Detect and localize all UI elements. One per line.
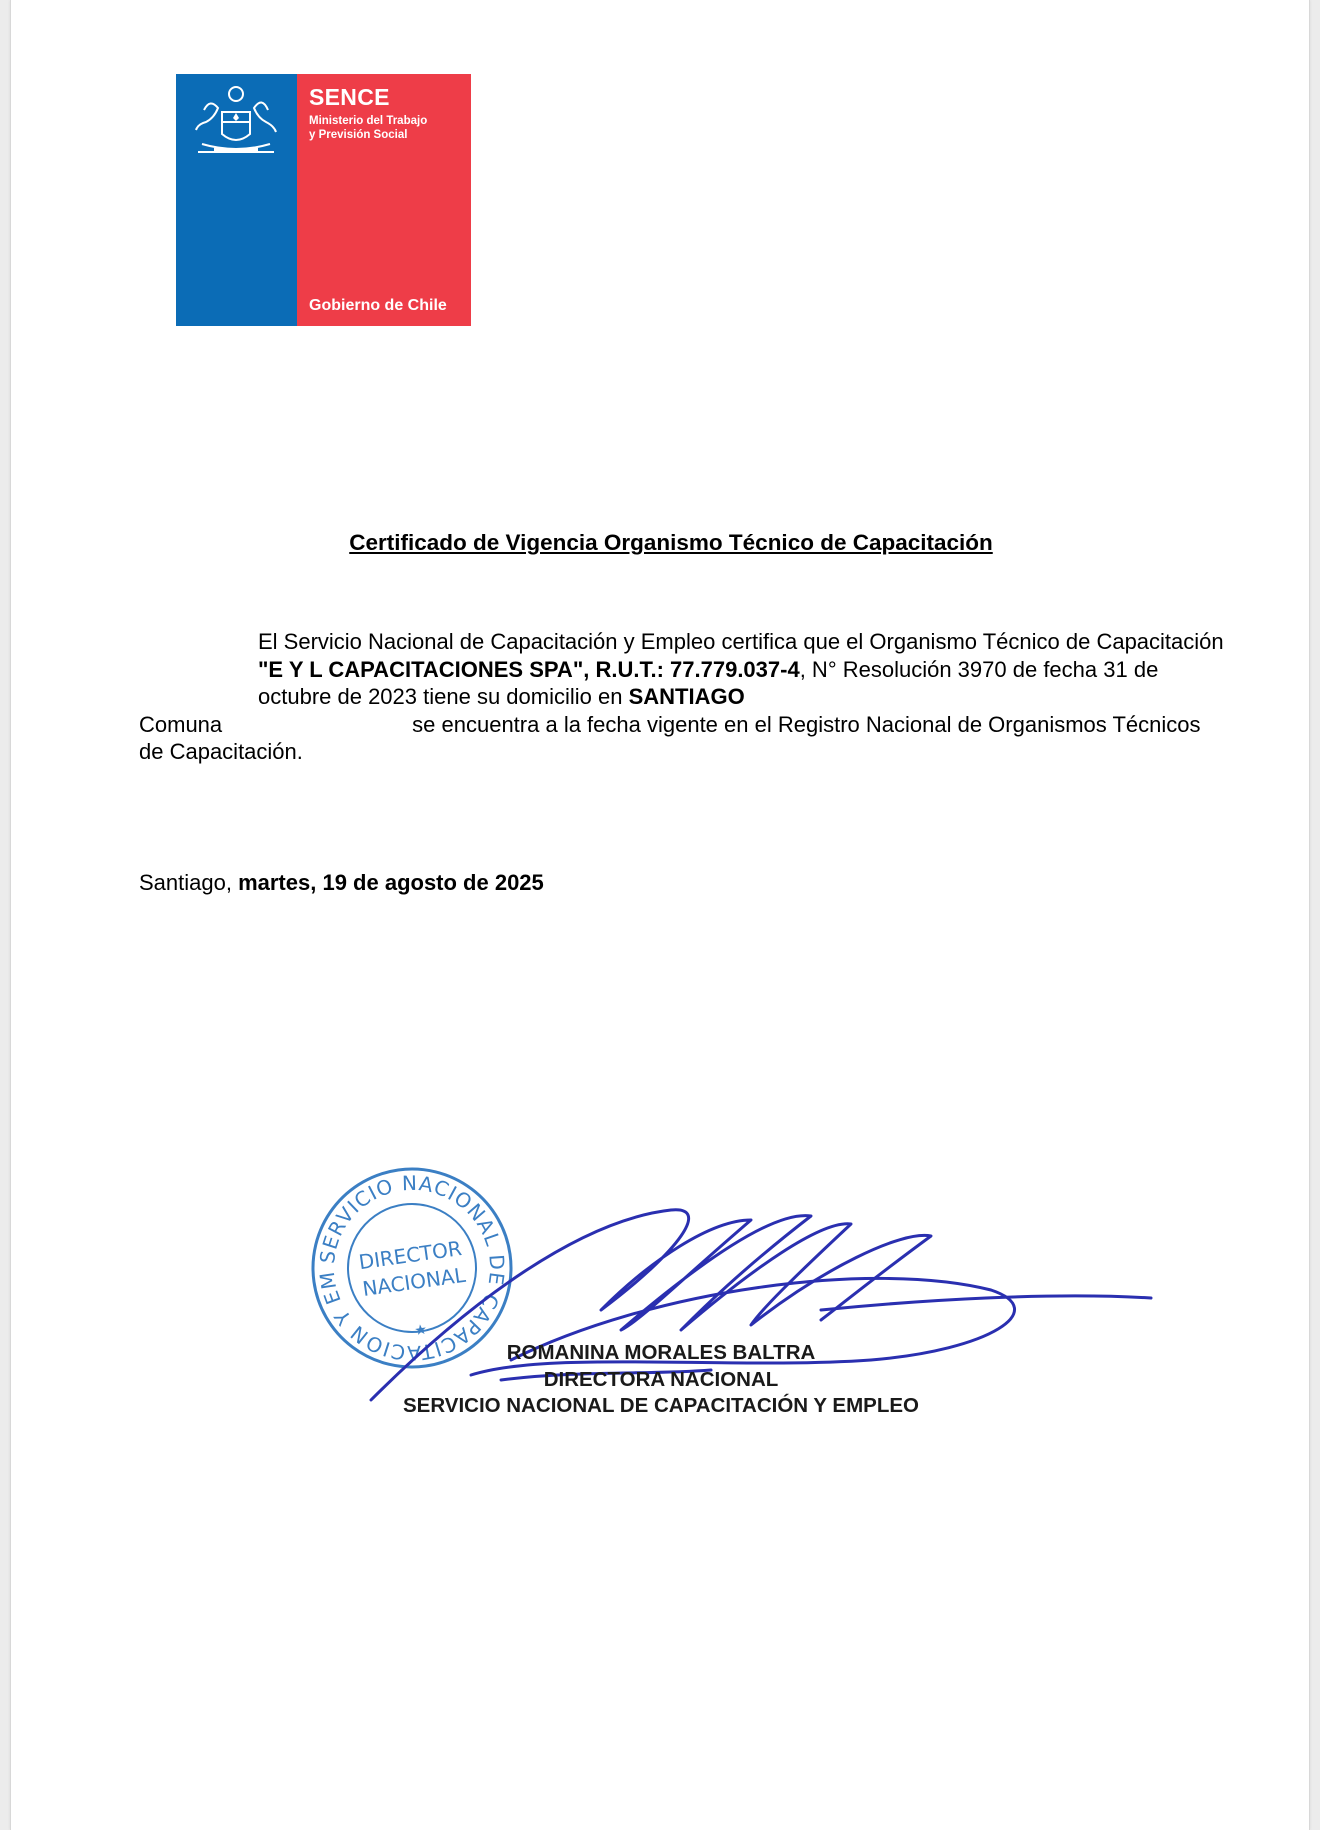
coat-of-arms-icon xyxy=(184,82,289,164)
certificate-title: Certificado de Vigencia Organismo Técnico de Capacitación xyxy=(349,530,993,555)
place: Santiago, xyxy=(139,870,239,895)
document-page xyxy=(10,0,1310,1830)
stamp-star-icon: ★ xyxy=(413,1321,429,1340)
date-line xyxy=(139,870,544,896)
stamp-center-line2: NACIONAL xyxy=(360,1262,467,1301)
certificate-body xyxy=(139,628,1224,766)
logo-blue-panel xyxy=(176,74,297,326)
issue-date: martes, 19 de agosto de 2025 xyxy=(238,870,544,895)
stamp-center-line1: DIRECTOR xyxy=(357,1236,464,1275)
signer-institution: SERVICIO NACIONAL DE CAPACITACIÓN Y EMPLEO xyxy=(403,1394,919,1417)
signer-block xyxy=(371,1340,951,1420)
domicile: SANTIAGO xyxy=(628,684,745,709)
signer-role: DIRECTORA NACIONAL xyxy=(543,1367,779,1391)
signer-name: ROMANINA MORALES BALTRA xyxy=(506,1341,816,1364)
body-resolution: , N° Resolución 3970 de fecha 31 de octubre de 2023 tiene su domicilio en xyxy=(258,656,1159,709)
logo-ministry xyxy=(309,114,469,142)
body-intro: El Servicio Nacional de Capacitación y Empleo certifica que el Organismo Técnico de Capacitación xyxy=(258,629,1224,654)
certificate-paragraph xyxy=(139,628,1224,711)
body-end: se encuentra a la fecha vigente en el Registro Nacional de Organismos Técnicos de Capacitación. xyxy=(139,711,1201,764)
logo-red-panel xyxy=(297,74,471,326)
stamp-ring-text: SERVICIO NACIONAL DE CAPACITACION Y EMPLEO xyxy=(314,1170,510,1366)
logo-ministry-line1: Ministerio del Trabajo xyxy=(309,115,428,127)
organization-name-rut: "E Y L CAPACITACIONES SPA", R.U.T.: 77.779.037-4 xyxy=(258,656,800,682)
logo-government: Gobierno de Chile xyxy=(309,297,447,314)
sence-logo xyxy=(176,74,471,326)
logo-ministry-line2: y Previsión Social xyxy=(309,129,408,141)
comuna-label: Comuna xyxy=(139,711,223,737)
logo-brand-name: SENCE xyxy=(309,84,390,110)
certificate-paragraph-continued xyxy=(139,711,1224,766)
